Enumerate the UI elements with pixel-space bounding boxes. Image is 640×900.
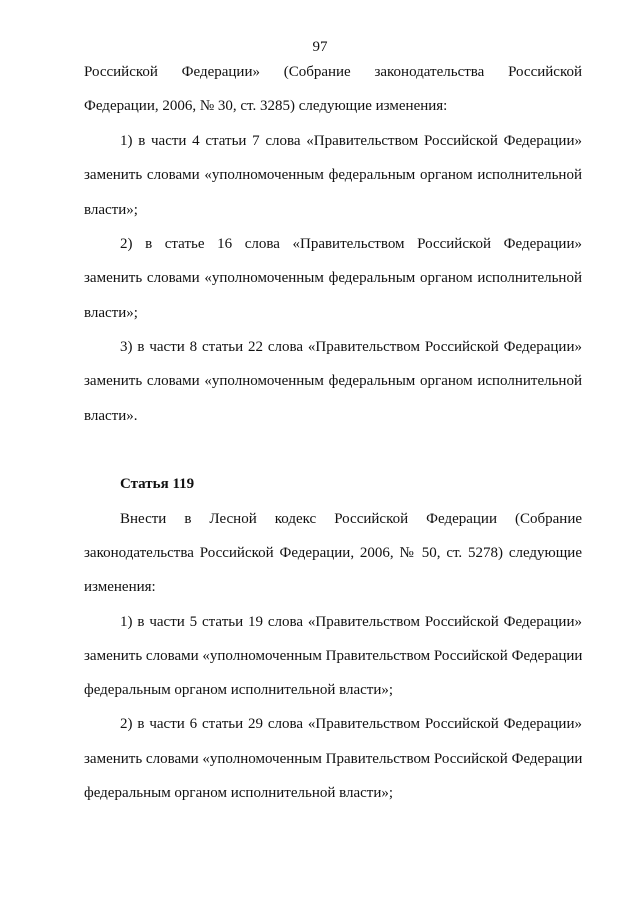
text-line: заменить словами «уполномоченным Правительством Российской Федерации — [84, 751, 582, 767]
text-line: заменить словами «уполномоченным федеральным органом исполнительной — [84, 373, 582, 389]
text-line: заменить словами «уполномоченным федеральным органом исполнительной — [84, 167, 582, 183]
text-line: Внести в Лесной кодекс Российской Федерации (Собрание — [120, 511, 582, 527]
page-number: 97 — [312, 39, 328, 55]
text-line: власти». — [84, 408, 138, 424]
list-item-line: 3) в части 8 статьи 22 слова «Правительством Российской Федерации» — [120, 339, 582, 355]
list-item-line: 1) в части 4 статьи 7 слова «Правительством Российской Федерации» — [120, 133, 582, 149]
text-line: власти»; — [84, 202, 138, 218]
text-line: власти»; — [84, 305, 138, 321]
article-heading: Статья 119 — [120, 476, 195, 492]
text-line: изменения: — [84, 579, 156, 595]
list-item-line: 2) в части 6 статьи 29 слова «Правительством Российской Федерации» — [120, 716, 582, 732]
text-line: федеральным органом исполнительной власти»; — [84, 785, 394, 801]
text-line: Федерации, 2006, № 30, ст. 3285) следующие изменения: — [84, 98, 448, 114]
text-line: федеральным органом исполнительной власти»; — [84, 682, 394, 698]
text-line: Российской Федерации» (Собрание законодательства Российской — [84, 64, 582, 80]
text-line: заменить словами «уполномоченным федеральным органом исполнительной — [84, 270, 582, 286]
text-line: заменить словами «уполномоченным Правительством Российской Федерации — [84, 648, 582, 664]
text-line: законодательства Российской Федерации, 2006, № 50, ст. 5278) следующие — [84, 545, 582, 561]
list-item-line: 1) в части 5 статьи 19 слова «Правительством Российской Федерации» — [120, 614, 582, 630]
list-item-line: 2) в статье 16 слова «Правительством Российской Федерации» — [120, 236, 582, 252]
